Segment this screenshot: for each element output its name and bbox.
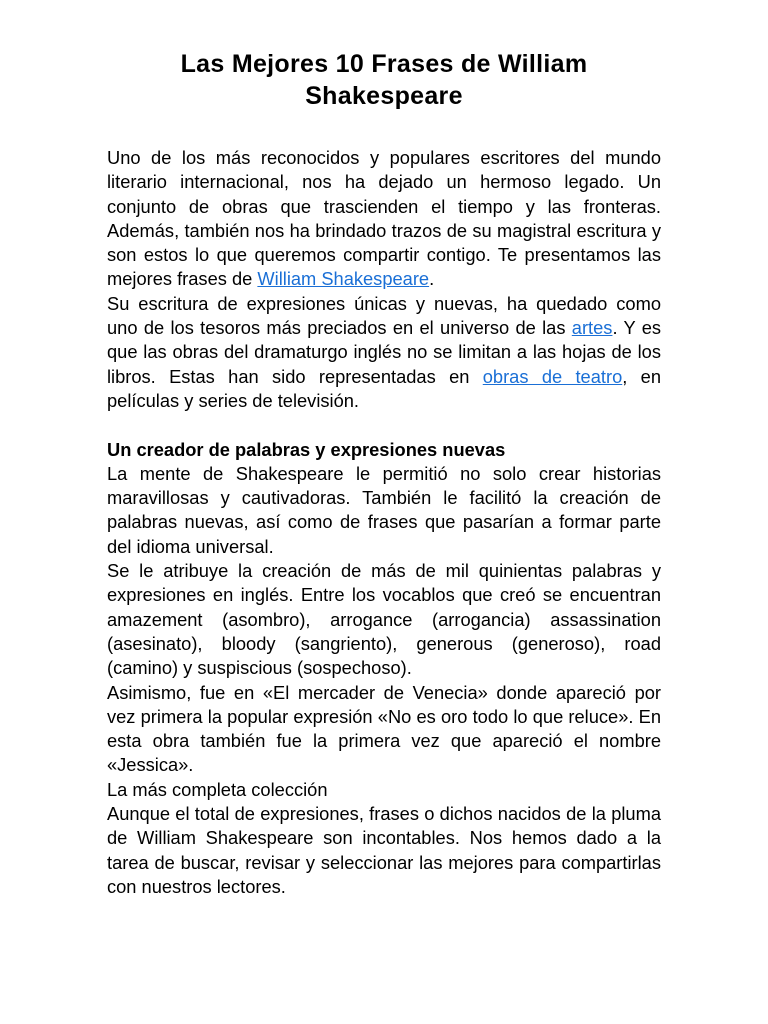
paragraph-artes	[107, 292, 661, 413]
document-title: Las Mejores 10 Frases de William Shakespeare	[180, 50, 588, 110]
paragraph: Se le atribuye la creación de más de mil quinientas palabras y expresiones en inglés. Entre los vocablos que creó se encuentran amazement (asombro), arrogance (arrogancia) assassination (asesinato), bloody (sangriento), generous (generoso), road (camino) y suspiscious (sospechoso).	[107, 560, 661, 679]
section-heading-coleccion: La más completa colección	[107, 778, 328, 800]
intro-text-end: .	[429, 268, 435, 290]
document-body	[107, 146, 661, 899]
paragraph: Aunque el total de expresiones, frases o dichos nacidos de la pluma de William Shakespeare son incontables. Nos hemos dado a la tarea de buscar, revisar y seleccionar las mejores para compartirlas con nuestros lectores.	[107, 803, 661, 897]
paragraph: La mente de Shakespeare le permitió no solo crear historias maravillosas y cautivadoras. También le facilitó la creación de palabras nuevas, así como de frases que pasarían a formar parte del idioma universal.	[107, 462, 661, 557]
blank-line	[107, 413, 661, 437]
section-heading-creador: Un creador de palabras y expresiones nuevas	[107, 438, 506, 460]
paragraph-artes-text-1: Su escritura de expresiones únicas y nuevas, ha quedado como uno de los tesoros más preciados en el universo de las	[107, 292, 661, 339]
intro-paragraph	[107, 146, 661, 292]
intro-text: Uno de los más reconocidos y populares escritores del mundo literario internacional, nos ha dejado un hermoso legado. Un conjunto de obras que trascienden el tiempo y las fronteras. Además, también nos ha brindado trazos de su magistral escritura y son estos lo que queremos compartir contigo. Te presentamos las mejores frases de	[107, 147, 661, 290]
paragraph-artes-text-2: . Y es que las obras del dramaturgo inglés no se limitan a las hojas de los libros. Estas han sido representadas en	[107, 317, 662, 387]
document-page	[107, 48, 661, 899]
paragraph: Asimismo, fue en «El mercader de Venecia» donde apareció por vez primera la popular expresión «No es oro todo lo que reluce». En esta obra también fue la primera vez que apareció el nombre «Jessica».	[107, 681, 661, 776]
william-shakespeare-link[interactable]: William Shakespeare	[257, 268, 430, 290]
artes-link[interactable]: artes	[571, 317, 613, 339]
obras-de-teatro-link[interactable]: obras de teatro	[482, 365, 623, 387]
paragraph-artes-text-3: , en películas y series de televisión.	[107, 365, 661, 411]
